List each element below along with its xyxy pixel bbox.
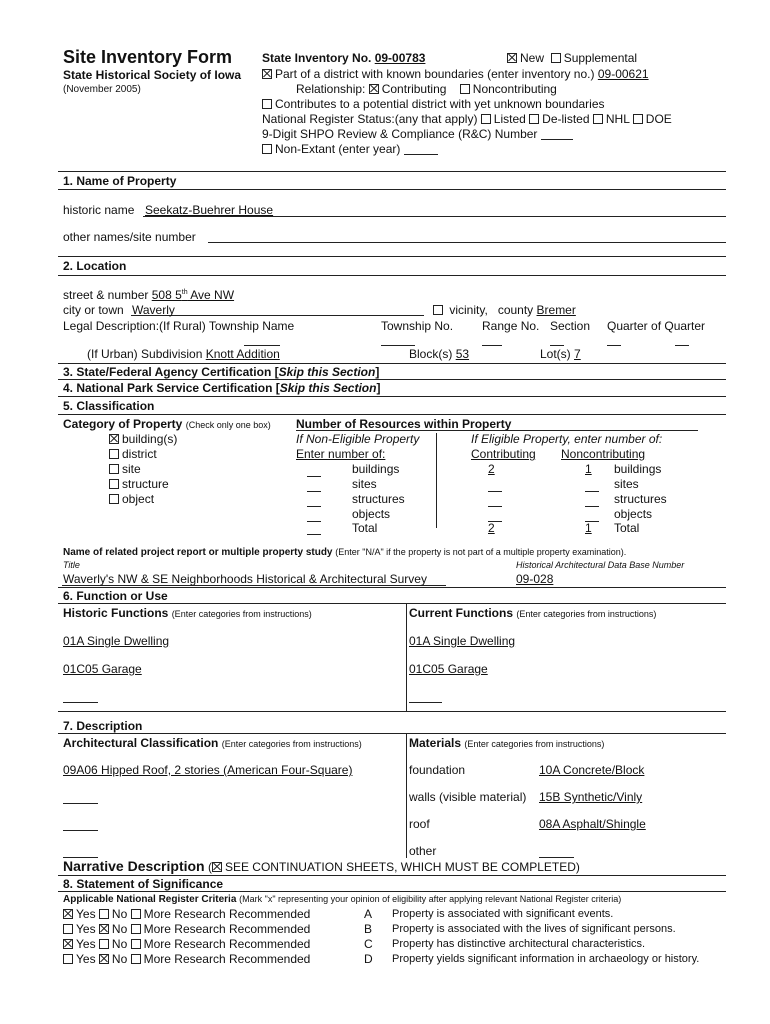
historic-name-value[interactable]: Seekatz-Buehrer House xyxy=(145,203,274,217)
noncontrib-total[interactable]: 1 xyxy=(585,521,592,535)
street-label: street & number xyxy=(63,288,149,302)
category-label: Category of Property xyxy=(63,417,183,431)
function-column-divider xyxy=(406,603,407,711)
noncontrib-sites[interactable] xyxy=(585,491,599,492)
noneligible-structures-field[interactable] xyxy=(307,506,321,507)
narrative-checkbox[interactable] xyxy=(212,862,222,872)
district-checkbox[interactable] xyxy=(262,69,272,79)
enter-number-label: Enter number of: xyxy=(296,447,386,461)
block-value[interactable]: 53 xyxy=(455,347,470,361)
supplemental-checkbox[interactable] xyxy=(551,53,561,63)
other-names-field[interactable] xyxy=(208,242,726,243)
resources-title: Number of Resources within Property xyxy=(296,417,512,431)
current-function-3-field[interactable] xyxy=(409,702,442,703)
shpo-field[interactable] xyxy=(541,129,573,140)
quarter-of-quarter-field[interactable] xyxy=(675,345,689,346)
resource-label-structures: structures xyxy=(614,492,667,506)
relationship-row xyxy=(296,83,557,95)
study-note: (Enter "N/A" if the property is not part of a multiple property examination). xyxy=(335,547,627,557)
divider xyxy=(58,733,726,734)
narrative-label: Narrative Description xyxy=(63,858,205,874)
new-label: New xyxy=(520,51,545,65)
city-label: city or town xyxy=(63,303,124,317)
criterion-c-no[interactable] xyxy=(99,939,109,949)
criteria-note: (Mark "x" representing your opinion of eligibility after applying relevant National Register criteria) xyxy=(239,894,622,904)
resource-row-objects: objects xyxy=(352,507,391,521)
noncontributing-label: Noncontributing xyxy=(472,82,557,96)
section-3-label: 3. State/Federal Agency Certification [ xyxy=(63,365,279,379)
inventory-number[interactable]: 09-00783 xyxy=(374,51,426,65)
district-row xyxy=(262,68,649,80)
other-names-label: other names/site number xyxy=(63,230,196,244)
current-function-1[interactable]: 01A Single Dwelling xyxy=(409,634,516,648)
section-6-title: 6. Function or Use xyxy=(63,589,168,603)
new-checkbox[interactable] xyxy=(507,53,517,63)
criterion-b-letter: B xyxy=(364,922,373,936)
other-material-label: other xyxy=(409,844,437,858)
noneligible-objects-field[interactable] xyxy=(307,521,321,522)
listed-checkbox[interactable] xyxy=(481,114,491,124)
nhl-label: NHL xyxy=(605,112,630,126)
historic-functions-label: Historic Functions xyxy=(63,606,169,620)
criterion-b-options xyxy=(63,923,310,935)
category-header xyxy=(63,418,271,430)
divider xyxy=(58,711,726,712)
study-value[interactable]: Waverly's NW & SE Neighborhoods Historical & Architectural Survey xyxy=(63,572,427,586)
org-name: State Historical Society of Iowa xyxy=(63,68,242,82)
noncontributing-header: Noncontributing xyxy=(561,447,646,461)
section-3-skip: Skip this Section xyxy=(278,365,376,379)
foundation-value[interactable]: 10A Concrete/Block xyxy=(539,763,645,777)
criterion-b-more[interactable] xyxy=(131,924,141,934)
noneligible-total-field[interactable] xyxy=(307,534,321,535)
more-research-label: More Research Recommended xyxy=(143,922,311,936)
arch-classification-2-field[interactable] xyxy=(63,803,98,804)
divider xyxy=(58,587,726,588)
delisted-checkbox[interactable] xyxy=(529,114,539,124)
site-checkbox[interactable] xyxy=(109,464,119,474)
nonextant-year-field[interactable] xyxy=(404,144,438,155)
lot-value[interactable]: 7 xyxy=(574,347,581,361)
category-object xyxy=(109,493,154,505)
street-value[interactable] xyxy=(152,288,234,302)
current-function-2[interactable]: 01C05 Garage xyxy=(409,662,488,676)
hadb-label: Historical Architectural Data Base Number xyxy=(516,560,685,570)
contributing-header: Contributing xyxy=(471,447,536,461)
current-functions-header xyxy=(409,607,656,619)
criterion-a-more[interactable] xyxy=(131,909,141,919)
object-checkbox[interactable] xyxy=(109,494,119,504)
delisted-label: De-listed xyxy=(542,112,590,126)
subdivision-value[interactable]: Knott Addition xyxy=(205,347,280,361)
historic-name-label: historic name xyxy=(63,203,135,217)
narrative-note: SEE CONTINUATION SHEETS, WHICH MUST BE COMPLETED) xyxy=(224,860,580,874)
doe-checkbox[interactable] xyxy=(633,114,643,124)
noncontributing-checkbox[interactable] xyxy=(460,84,470,94)
criterion-d-yes[interactable] xyxy=(63,954,73,964)
historic-function-3-field[interactable] xyxy=(63,702,98,703)
criterion-d-more[interactable] xyxy=(131,954,141,964)
contrib-structures[interactable] xyxy=(488,506,502,507)
criterion-b-text: Property is associated with the lives of significant persons. xyxy=(392,923,676,935)
historic-functions-header xyxy=(63,607,312,619)
description-column-divider xyxy=(406,733,407,858)
arch-classification-value[interactable]: 09A06 Hipped Roof, 2 stories (American Four-Square) xyxy=(63,763,353,777)
nhl-checkbox[interactable] xyxy=(593,114,603,124)
narrative-row: Narrative Description ( SEE CONTINUATION SHEETS, WHICH MUST BE COMPLETED) xyxy=(63,858,580,874)
non-eligible-label: If Non-Eligible Property xyxy=(296,432,420,446)
divider xyxy=(58,875,726,876)
yes-label: Yes xyxy=(76,907,96,921)
noneligible-sites-field[interactable] xyxy=(307,491,321,492)
district-label: Part of a district with known boundaries (enter inventory no.) xyxy=(275,67,595,81)
nr-status-row xyxy=(262,113,672,125)
category-site xyxy=(109,463,141,475)
block-row xyxy=(409,348,469,360)
new-supplemental xyxy=(507,52,637,64)
no-label: No xyxy=(111,937,128,951)
structure-checkbox[interactable] xyxy=(109,479,119,489)
historic-function-2[interactable]: 01C05 Garage xyxy=(63,662,142,676)
noncontrib-structures[interactable] xyxy=(585,506,599,507)
inventory-label: State Inventory No. xyxy=(262,51,372,65)
walls-value[interactable]: 15B Synthetic/Vinly xyxy=(539,790,643,804)
relationship-label: Relationship: xyxy=(296,82,366,96)
historic-functions-note: (Enter categories from instructions) xyxy=(171,609,312,619)
category-note: (Check only one box) xyxy=(185,420,271,430)
criterion-c-yes[interactable] xyxy=(63,939,73,949)
criterion-b-yes[interactable] xyxy=(63,924,73,934)
section-5-title: 5. Classification xyxy=(63,399,155,413)
contrib-total[interactable]: 2 xyxy=(488,521,495,535)
criterion-a-yes[interactable] xyxy=(63,909,73,919)
divider xyxy=(58,379,726,380)
category-label-building: building(s) xyxy=(122,432,178,446)
foundation-label: foundation xyxy=(409,763,466,777)
divider xyxy=(58,396,726,397)
criteria-label: Applicable National Register Criteria xyxy=(63,894,237,905)
vicinity-checkbox[interactable] xyxy=(433,305,443,315)
title-label: Title xyxy=(63,560,80,570)
category-label-structure: structure xyxy=(122,477,169,491)
arch-classification-label: Architectural Classification xyxy=(63,736,219,750)
resources-underline xyxy=(296,430,698,431)
street-name: Ave NW xyxy=(187,288,235,302)
yes-label: Yes xyxy=(76,922,96,936)
quarter-field[interactable] xyxy=(607,345,621,346)
block-label: Block(s) xyxy=(409,347,453,361)
inventory-number-row xyxy=(262,52,425,64)
noneligible-buildings-field[interactable] xyxy=(307,476,321,477)
no-label: No xyxy=(111,952,128,966)
resource-label-buildings: buildings xyxy=(614,462,662,476)
resource-row-buildings: buildings xyxy=(352,462,400,476)
section-2-title: 2. Location xyxy=(63,259,127,273)
materials-label: Materials xyxy=(409,736,462,750)
legal-label: Legal Description:(If Rural) Township Name xyxy=(63,319,295,333)
criterion-a-letter: A xyxy=(364,907,373,921)
shpo-label: 9-Digit SHPO Review & Compliance (R&C) Number xyxy=(262,127,538,141)
section-8-title: 8. Statement of Significance xyxy=(63,877,224,891)
historic-function-1[interactable]: 01A Single Dwelling xyxy=(63,634,170,648)
section-field[interactable] xyxy=(550,345,564,346)
range-no-label: Range No. xyxy=(482,319,540,333)
quarter-label: Quarter of Quarter xyxy=(607,319,706,333)
criterion-d-text: Property yields significant information in archaeology or history. xyxy=(392,953,700,965)
hadb-value[interactable]: 09-028 xyxy=(516,572,554,586)
section-label: Section xyxy=(550,319,591,333)
section-3-close: ] xyxy=(375,365,380,379)
lot-row xyxy=(540,348,581,360)
criterion-c-text: Property has distinctive architectural characteristics. xyxy=(392,938,646,950)
resources-column-divider xyxy=(436,433,437,528)
contrib-buildings[interactable]: 2 xyxy=(488,462,495,476)
section-4-title xyxy=(63,382,380,394)
resource-label-sites: sites xyxy=(614,477,639,491)
roof-label: roof xyxy=(409,817,430,831)
form-title: Site Inventory Form xyxy=(63,47,233,67)
category-building xyxy=(109,433,177,445)
resource-row-sites: sites xyxy=(352,477,377,491)
township-no-field[interactable] xyxy=(381,345,415,346)
potential-checkbox[interactable] xyxy=(262,99,272,109)
listed-label: Listed xyxy=(493,112,526,126)
category-label-district: district xyxy=(122,447,157,461)
noncontrib-buildings[interactable]: 1 xyxy=(585,462,592,476)
criterion-d-no[interactable] xyxy=(99,954,109,964)
category-label-object: object xyxy=(122,492,155,506)
urban-label: (If Urban) Subdivision xyxy=(87,347,203,361)
no-label: No xyxy=(111,922,128,936)
other-material-field[interactable] xyxy=(539,857,574,858)
criterion-d-letter: D xyxy=(364,952,373,966)
study-header xyxy=(63,548,626,558)
divider xyxy=(58,414,726,415)
divider xyxy=(58,275,726,276)
potential-label: Contributes to a potential district with yet unknown boundaries xyxy=(275,97,605,111)
arch-classification-3-field[interactable] xyxy=(63,830,98,831)
doe-label: DOE xyxy=(645,112,672,126)
nonextant-label: Non-Extant (enter year) xyxy=(275,142,401,156)
criteria-header xyxy=(63,895,621,905)
study-label: Name of related project report or multiple property study xyxy=(63,547,333,558)
street-number: 508 5 xyxy=(151,288,182,302)
materials-header xyxy=(409,737,604,749)
criterion-b-no[interactable] xyxy=(99,924,109,934)
city-underline xyxy=(131,315,424,316)
divider xyxy=(58,189,726,190)
section-7-title: 7. Description xyxy=(63,719,143,733)
city-value[interactable]: Waverly xyxy=(132,303,175,317)
urban-row xyxy=(87,348,280,360)
category-district xyxy=(109,448,157,460)
township-no-label: Township No. xyxy=(381,319,454,333)
vicinity-row xyxy=(433,304,576,316)
eligible-label: If Eligible Property, enter number of: xyxy=(471,432,663,446)
street-ordinal: th xyxy=(181,289,188,296)
more-research-label: More Research Recommended xyxy=(143,907,311,921)
resource-row-structures: structures xyxy=(352,492,405,506)
divider xyxy=(58,363,726,364)
walls-label: walls (visible material) xyxy=(409,790,527,804)
potential-row xyxy=(262,98,605,110)
street-row xyxy=(63,289,234,301)
nonextant-row xyxy=(262,143,438,155)
criterion-a-text: Property is associated with significant events. xyxy=(392,908,614,920)
nr-status-label: National Register Status:(any that apply) xyxy=(262,112,478,126)
contributing-label: Contributing xyxy=(381,82,447,96)
category-label-site: site xyxy=(122,462,141,476)
shpo-row xyxy=(262,128,573,140)
district-checkbox[interactable] xyxy=(109,449,119,459)
arch-classification-note: (Enter categories from instructions) xyxy=(221,739,362,749)
current-functions-label: Current Functions xyxy=(409,606,513,620)
building-checkbox[interactable] xyxy=(109,434,119,444)
category-structure xyxy=(109,478,169,490)
range-no-field[interactable] xyxy=(482,345,502,346)
criterion-a-options xyxy=(63,908,310,920)
divider xyxy=(58,171,726,172)
section-3-title xyxy=(63,366,379,378)
more-research-label: More Research Recommended xyxy=(143,937,311,951)
lot-label: Lot(s) xyxy=(540,347,571,361)
district-number[interactable]: 09-00621 xyxy=(597,67,649,81)
yes-label: Yes xyxy=(76,937,96,951)
criterion-c-more[interactable] xyxy=(131,939,141,949)
arch-classification-header xyxy=(63,737,362,749)
resource-label-objects: objects xyxy=(614,507,653,521)
section-4-label: 4. National Park Service Certification [ xyxy=(63,381,280,395)
divider xyxy=(58,603,726,604)
contrib-sites[interactable] xyxy=(488,491,502,492)
resource-row-total: Total xyxy=(352,521,378,535)
section-1-title: 1. Name of Property xyxy=(63,174,177,188)
township-name-field[interactable] xyxy=(244,345,280,346)
current-functions-note: (Enter categories from instructions) xyxy=(516,609,657,619)
materials-note: (Enter categories from instructions) xyxy=(464,739,605,749)
nonextant-checkbox[interactable] xyxy=(262,144,272,154)
county-value[interactable]: Bremer xyxy=(536,303,576,317)
vicinity-label: vicinity, xyxy=(449,303,488,317)
roof-value[interactable]: 08A Asphalt/Shingle xyxy=(539,817,646,831)
resource-label-total: Total xyxy=(614,521,640,535)
section-4-close: ] xyxy=(376,381,381,395)
county-label: county xyxy=(497,303,534,317)
yes-label: Yes xyxy=(76,952,96,966)
no-label: No xyxy=(111,907,128,921)
criterion-d-options xyxy=(63,953,310,965)
supplemental-label: Supplemental xyxy=(563,51,638,65)
criterion-c-letter: C xyxy=(364,937,373,951)
section-4-skip: Skip this Section xyxy=(279,381,377,395)
contributing-checkbox[interactable] xyxy=(369,84,379,94)
divider xyxy=(58,256,726,257)
criterion-a-no[interactable] xyxy=(99,909,109,919)
more-research-label: More Research Recommended xyxy=(143,952,311,966)
criterion-c-options xyxy=(63,938,310,950)
form-date: (November 2005) xyxy=(63,84,141,95)
divider xyxy=(58,891,726,892)
